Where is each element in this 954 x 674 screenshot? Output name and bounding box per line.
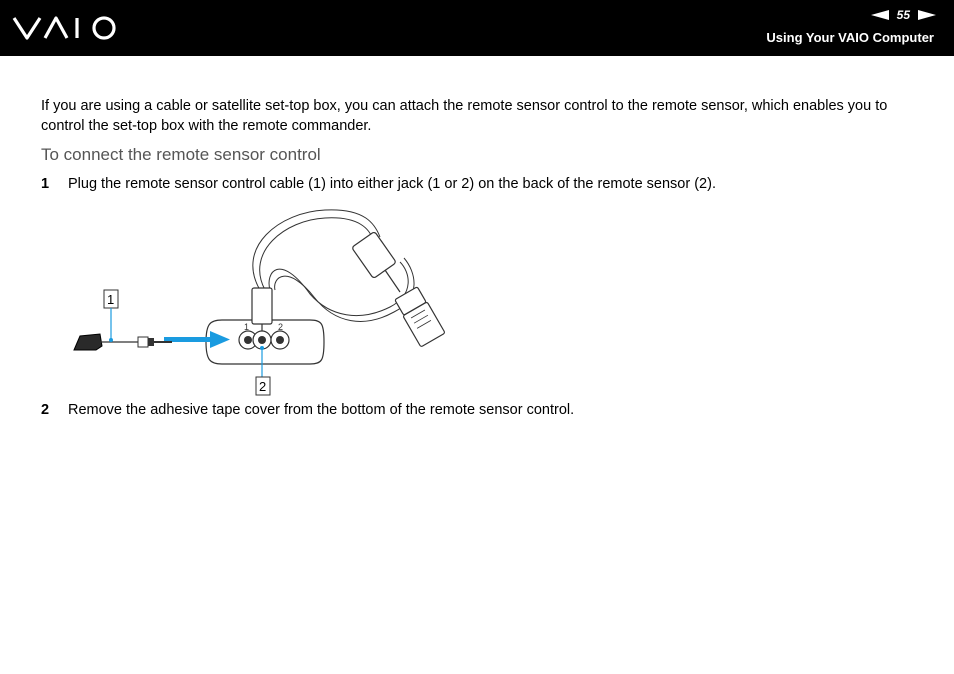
procedure-heading: To connect the remote sensor control xyxy=(41,145,321,164)
page-number: 55 xyxy=(896,8,910,22)
callout-label-1: 1 xyxy=(107,292,115,307)
step-number: 2 xyxy=(41,402,50,418)
connection-diagram xyxy=(60,202,460,402)
jack-label-1: 1 xyxy=(244,322,250,332)
step-text: Remove the adhesive tape cover from the bottom of the remote sensor control. xyxy=(68,402,575,418)
vaio-logo xyxy=(12,14,122,42)
previous-page-icon[interactable] xyxy=(871,10,889,20)
section-title[interactable]: Using Your VAIO Computer xyxy=(766,30,934,45)
remote-sensor-control xyxy=(74,334,172,350)
jack-2 xyxy=(271,331,289,349)
jack-label-2: 2 xyxy=(278,322,284,332)
page-navigation xyxy=(871,6,936,24)
callout-1 xyxy=(104,290,118,342)
callout-label-2: 2 xyxy=(259,379,267,394)
ferrite-core xyxy=(352,231,397,278)
intro-paragraph: If you are using a cable or satellite set-top box, you can attach the remote sensor control to the remote sensor, which enables you to control the set-top box with the remote commander. xyxy=(41,98,888,134)
page-header xyxy=(0,0,954,56)
step-text: Plug the remote sensor control cable (1) into either jack (1 or 2) on the back of the remote sensor (2). xyxy=(68,176,716,192)
next-page-icon[interactable] xyxy=(918,10,936,20)
step-number: 1 xyxy=(41,176,50,192)
usb-plug xyxy=(394,286,445,347)
